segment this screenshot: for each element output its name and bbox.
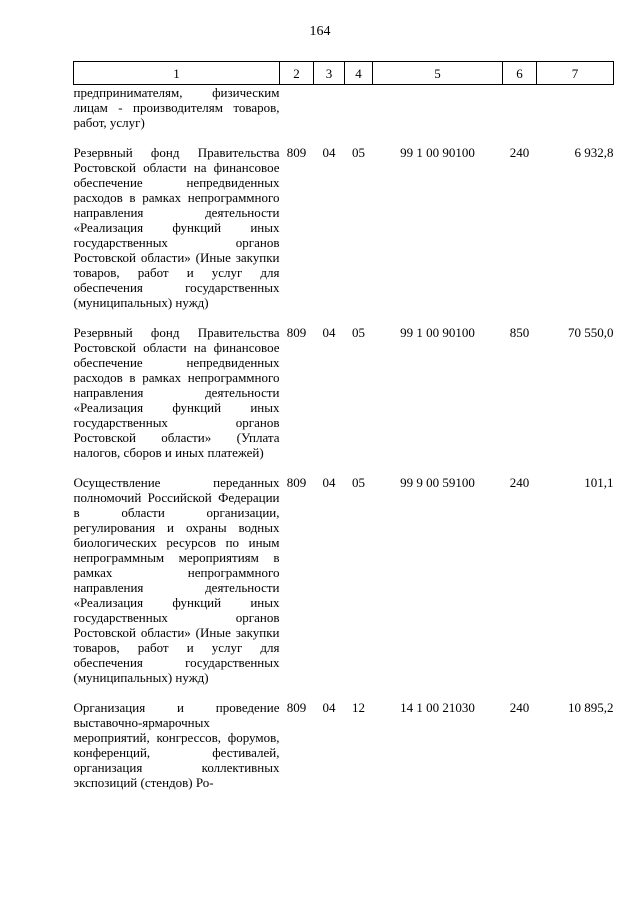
cell-amount: 10 895,2 — [568, 700, 614, 715]
cell-subsection: 05 — [352, 325, 365, 340]
table-header-row — [74, 62, 614, 85]
cell-section: 04 — [322, 325, 336, 340]
cell-section: 04 — [322, 475, 336, 490]
column-header-6: 6 — [503, 62, 537, 85]
table-row — [74, 325, 614, 475]
column-header-3: 3 — [314, 62, 345, 85]
cell-amount: 6 932,8 — [574, 145, 614, 160]
cell-target-article: 99 9 00 59100 — [400, 475, 475, 490]
cell-target-article: 99 1 00 90100 — [400, 145, 475, 160]
column-header-4: 4 — [345, 62, 373, 85]
cell-ministry-code: 809 — [286, 475, 307, 490]
cell-ministry-code: 809 — [286, 700, 307, 715]
cell-amount: 101,1 — [584, 475, 614, 490]
column-header-7: 7 — [537, 62, 614, 85]
cell-subsection: 05 — [352, 145, 365, 160]
row-description: Резервный фонд Правительства Ростовской области на финансовое обеспечение непредвиденных расходов в рамках непрограммного направления деятельности «Реализация функций иных государственных органов Ростовской области» (Уплата налогов, сборов и иных платежей) — [73, 325, 280, 460]
cell-amount: 70 550,0 — [568, 325, 614, 340]
row-description: Организация и проведение выставочно-ярмарочных мероприятий, конгрессов, форумов, конференций, фестивалей, организация коллективных экспозиций (стендов) Ро- — [73, 700, 280, 790]
cell-subsection: 05 — [352, 475, 365, 490]
table-row — [74, 700, 614, 790]
cell-subsection: 12 — [352, 700, 365, 715]
cell-section: 04 — [322, 145, 336, 160]
row-description: Резервный фонд Правительства Ростовской области на финансовое обеспечение непредвиденных расходов в рамках непрограммного направления деятельности «Реализация функций иных государственных органов Ростовской области» (Иные закупки товаров, работ и услуг для обеспечения государственных (муниципальных) нужд) — [73, 145, 280, 310]
continuation-description: предпринимателям, физическим лицам - производителям товаров, работ, услуг) — [73, 85, 280, 130]
column-header-5: 5 — [373, 62, 503, 85]
table-row — [74, 475, 614, 700]
page-number: 164 — [309, 24, 331, 39]
row-description: Осуществление переданных полномочий Российской Федерации в области организации, регулирования и охраны водных биологических ресурсов по иным непрограммным мероприятиям в рамках непрограммного направления деятельности «Реализация функций иных государственных органов Ростовской области» (Иные закупки товаров, работ и услуг для обеспечения государственных (муниципальных) нужд) — [73, 475, 280, 685]
budget-table — [73, 61, 614, 790]
cell-section: 04 — [322, 700, 336, 715]
cell-expense-type: 850 — [509, 325, 530, 340]
cell-target-article: 14 1 00 21030 — [400, 700, 475, 715]
cell-expense-type: 240 — [509, 145, 530, 160]
cell-expense-type: 240 — [509, 700, 530, 715]
table-row — [74, 145, 614, 325]
cell-target-article: 99 1 00 90100 — [400, 325, 475, 340]
column-header-2: 2 — [280, 62, 314, 85]
cell-ministry-code: 809 — [286, 145, 307, 160]
column-header-1: 1 — [74, 62, 280, 85]
table-row — [74, 85, 614, 146]
cell-expense-type: 240 — [509, 475, 530, 490]
cell-ministry-code: 809 — [286, 325, 307, 340]
